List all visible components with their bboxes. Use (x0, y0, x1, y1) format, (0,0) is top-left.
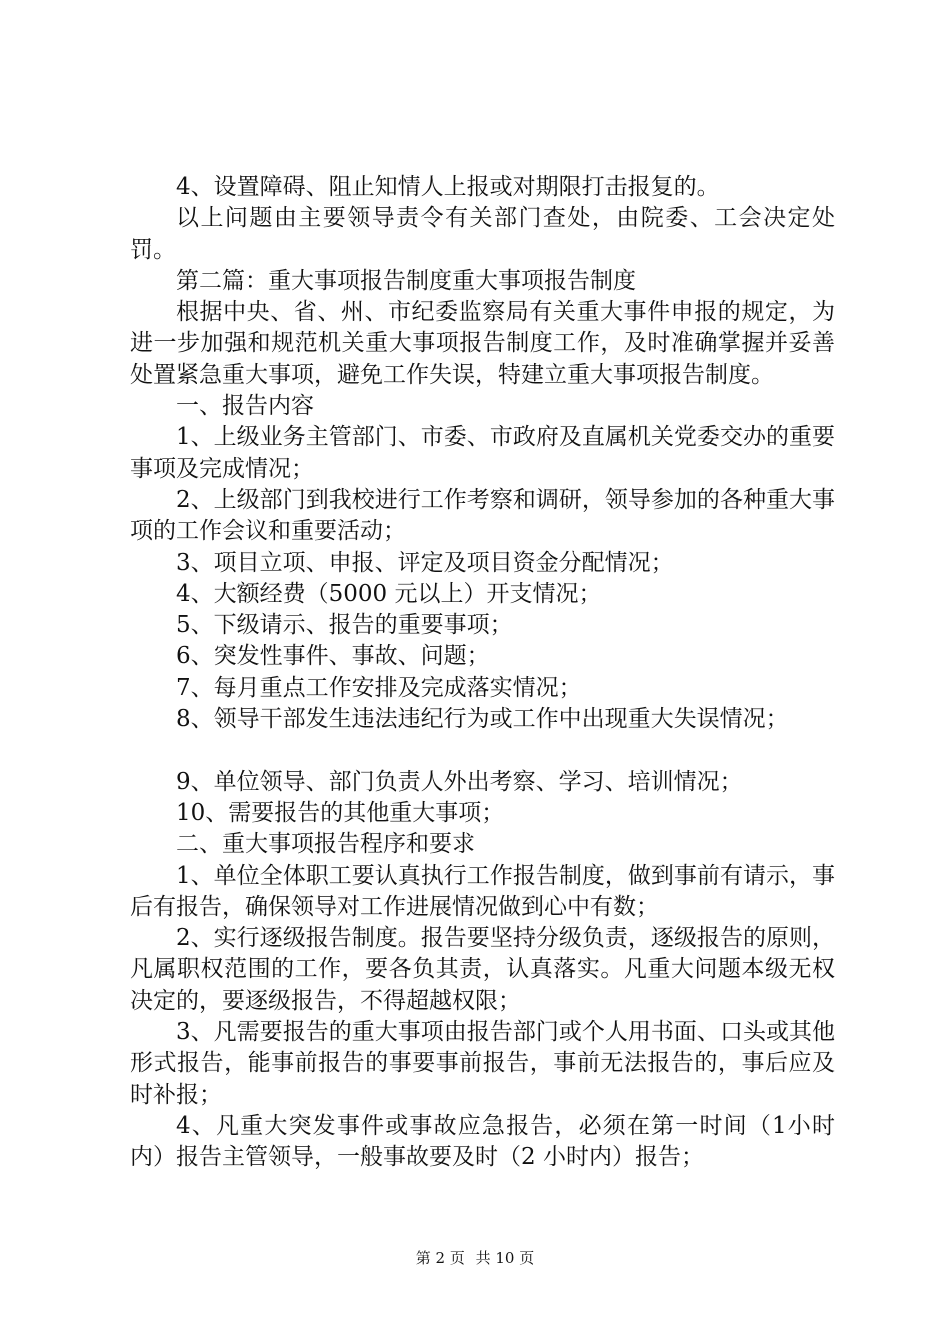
list-item: 2、实行逐级报告制度。报告要坚持分级负责，逐级报告的原则，凡属职权范围的工作，要各负其责，认真落实。凡重大问题本级无权决定的，要逐级报告，不得超越权限； (130, 925, 835, 1014)
paragraph: 根据中央、省、州、市纪委监察局有关重大事件申报的规定，为进一步加强和规范机关重大事项报告制度工作，及时准确掌握并妥善处置紧急重大事项，避免工作失误，特建立重大事项报告制度。 (130, 299, 835, 388)
list-item: 5、下级请示、报告的重要事项； (176, 612, 513, 639)
list-item: 2、上级部门到我校进行工作考察和调研，领导参加的各种重大事项的工作会议和重要活动； (130, 486, 835, 545)
paragraph: 4、设置障碍、阻止知情人上报或对期限打击报复的。 (176, 174, 720, 200)
list-item: 6、突发性事件、事故、问题； (176, 643, 490, 670)
list-item: 7、每月重点工作安排及完成落实情况； (176, 674, 582, 701)
section-heading: 二、重大事项报告程序和要求 (176, 831, 475, 858)
section-heading: 第二篇：重大事项报告制度重大事项报告制度 (176, 267, 636, 294)
list-item: 10、需要报告的其他重大事项； (176, 799, 505, 826)
list-item: 3、项目立项、申报、评定及项目资金分配情况； (176, 549, 674, 576)
document-body (130, 172, 835, 1174)
blank-line (130, 735, 835, 766)
list-item: 9、单位领导、部门负责人外出考察、学习、培训情况； (176, 768, 743, 795)
list-item: 4、凡重大突发事件或事故应急报告，必须在第一时间（1小时内）报告主管领导，一般事故要及时（2 小时内）报告； (130, 1112, 835, 1171)
page-footer (0, 1247, 950, 1268)
section-heading: 一、报告内容 (176, 393, 314, 420)
list-item: 3、凡需要报告的重大事项由报告部门或个人用书面、口头或其他形式报告，能事前报告的事要事前报告，事前无法报告的，事后应及时补报； (130, 1019, 835, 1108)
paragraph: 以上问题由主要领导责令有关部门查处，由院委、工会决定处罚。 (130, 205, 835, 263)
page-number: 第 2 页 (415, 1249, 465, 1267)
list-item: 4、大额经费（5000 元以上）开支情况； (176, 580, 602, 607)
list-item: 1、上级业务主管部门、市委、市政府及直属机关党委交办的重要事项及完成情况； (130, 424, 835, 482)
list-item: 1、单位全体职工要认真执行工作报告制度，做到事前有请示，事后有报告，确保领导对工作进展情况做到心中有数； (130, 862, 835, 920)
list-item: 8、领导干部发生违法违纪行为或工作中出现重大失误情况； (176, 706, 789, 733)
page-total: 共 10 页 (475, 1249, 535, 1267)
